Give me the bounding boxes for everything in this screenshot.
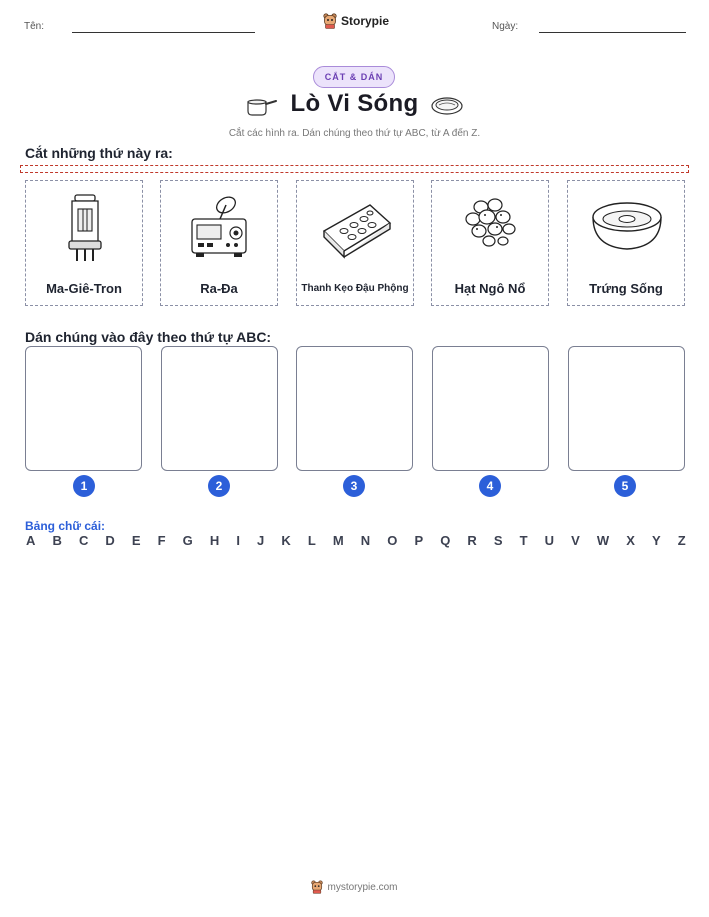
cut-card-magnetron[interactable]: [25, 180, 143, 306]
paste-box-3[interactable]: [296, 346, 413, 471]
alphabet-letter: R: [467, 533, 477, 548]
number-badge: 4: [479, 475, 501, 497]
alphabet-letter: E: [131, 533, 141, 548]
storypie-mascot-icon: [311, 880, 323, 894]
cut-card-popcorn[interactable]: [431, 180, 549, 306]
brand-name: Storypie: [341, 14, 390, 28]
date-line[interactable]: [539, 32, 686, 33]
cut-section-heading: Cắt những thứ này ra:: [25, 145, 173, 161]
alphabet-letter: H: [209, 533, 220, 548]
alphabet-letter: A: [26, 533, 36, 548]
cut-card-peanut-bar[interactable]: [296, 180, 414, 306]
alphabet-letter: L: [307, 533, 316, 548]
instructions: Cắt các hình ra. Dán chúng theo thứ tự ABC, từ A đến Z.: [228, 128, 481, 139]
alphabet-letter: C: [78, 533, 89, 548]
radar-icon: [180, 189, 260, 269]
cut-card-raw-egg[interactable]: [567, 180, 685, 306]
alphabet-letter: Y: [651, 533, 661, 548]
alphabet-letter: V: [571, 533, 580, 548]
alphabet-letter: F: [157, 533, 166, 548]
alphabet-letter: Q: [440, 533, 451, 548]
storypie-mascot-icon: [323, 13, 337, 29]
bowl-icon: [430, 95, 464, 119]
paste-box-5[interactable]: [568, 346, 685, 471]
alphabet-letter: B: [52, 533, 62, 548]
cut-label: Ma-Giê-Tron: [46, 281, 122, 296]
alphabet-letter: W: [596, 533, 610, 548]
cut-line: [20, 165, 689, 173]
cut-label: Trứng Sống: [589, 281, 663, 296]
paste-section-heading: Dán chúng vào đây theo thứ tự ABC:: [25, 329, 272, 345]
magnetron-icon: [45, 189, 125, 269]
alphabet-letter: D: [105, 533, 115, 548]
alphabet-letter: X: [626, 533, 635, 548]
number-badge: 2: [208, 475, 230, 497]
cut-card-radar[interactable]: [160, 180, 278, 306]
raw-egg-icon: [587, 189, 667, 269]
alphabet-letter: U: [544, 533, 555, 548]
alphabet-letter: K: [281, 533, 291, 548]
cut-label: Ra-Đa: [200, 281, 238, 296]
cut-label: Thanh Kẹo Đậu Phộng: [301, 283, 409, 294]
number-badge: 3: [343, 475, 365, 497]
alphabet-row: [26, 533, 686, 548]
popcorn-icon: [451, 189, 531, 269]
cut-label: Hạt Ngô Nổ: [454, 281, 526, 296]
alphabet-letter: O: [387, 533, 398, 548]
name-label: Tên:: [24, 21, 45, 32]
alphabet-letter: M: [332, 533, 344, 548]
alphabet-letter: P: [414, 533, 424, 548]
paste-box-1[interactable]: [25, 346, 142, 471]
name-line[interactable]: [72, 32, 255, 33]
peanut-bar-icon: [316, 189, 396, 269]
page-title: Lò Vi Sóng: [290, 90, 419, 117]
activity-badge: CẮT & DÁN: [313, 66, 395, 88]
paste-box-2[interactable]: [161, 346, 278, 471]
brand-logo: [323, 13, 389, 29]
alphabet-letter: T: [519, 533, 528, 548]
footer: [0, 880, 709, 894]
number-badge: 1: [73, 475, 95, 497]
alphabet-heading: Bảng chữ cái:: [25, 519, 106, 533]
alphabet-letter: S: [493, 533, 503, 548]
alphabet-letter: G: [182, 533, 193, 548]
alphabet-letter: N: [360, 533, 371, 548]
paste-box-4[interactable]: [432, 346, 549, 471]
alphabet-letter: J: [257, 533, 265, 548]
number-badge: 5: [614, 475, 636, 497]
footer-site[interactable]: mystorypie.com: [327, 881, 398, 893]
alphabet-letter: Z: [677, 533, 686, 548]
alphabet-letter: I: [236, 533, 240, 548]
date-label: Ngày:: [492, 21, 519, 32]
